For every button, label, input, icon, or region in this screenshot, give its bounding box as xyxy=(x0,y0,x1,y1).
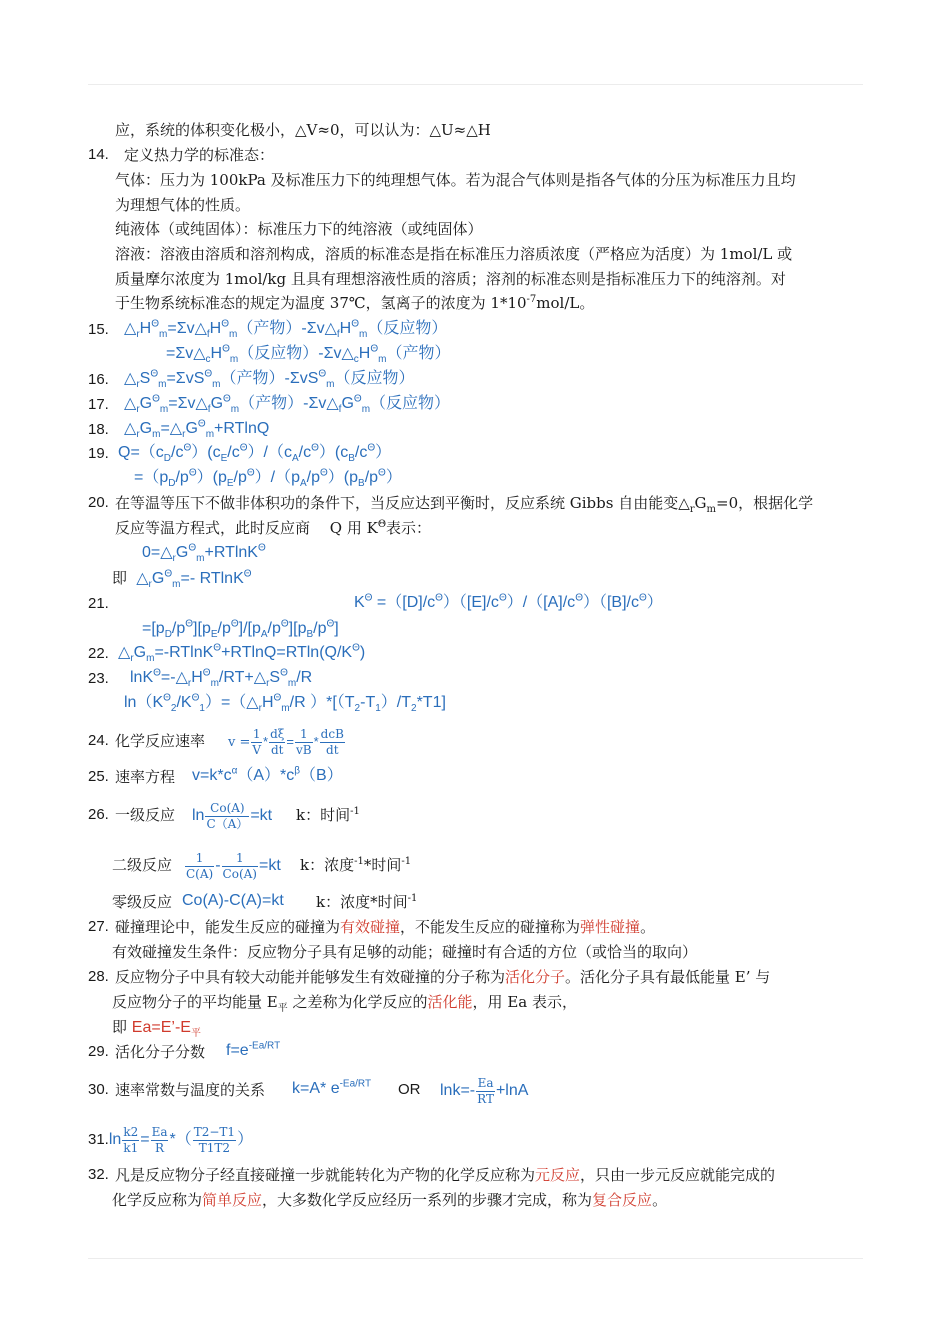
formula-20-result: $\triangle_rG^\Theta_m=-$ RTlnK$^\Theta$ xyxy=(131,568,252,591)
item-29-label: 活化分子分数 xyxy=(115,1043,206,1061)
item-number-16: 16. xyxy=(88,371,109,388)
term-elastic-collision: 弹性碰撞 xyxy=(580,918,641,936)
q20-text-e: 表示： xyxy=(386,519,432,537)
term-activated-molecule: 活化分子 xyxy=(505,968,566,986)
item-28-line2: 反应物分子的平均能量 $E_平$ 之差称为化学反应的活化能，用 Ea 表示， xyxy=(112,993,577,1014)
formula-15-line1: $\triangle_rH^\Theta_m=\Sigma v\triangle_fH^\Theta_m$（产物）$-\Sigma v\triangle_fH^\Theta_m$（反应物） xyxy=(124,318,448,341)
formula-24: v = $\frac{1}{V}$ * $\frac{d\xi}{dt}$ = $\frac{1}{vB}$ * $\frac{\text{dcB}}{dt}$ xyxy=(228,726,344,757)
frac-24-a: $\frac{1}{V}$ xyxy=(252,726,262,757)
item-number-24: 24. xyxy=(88,732,109,749)
term-activation-energy: 活化能 xyxy=(427,993,473,1011)
item-26-unit: k：时间$^{-1}$ xyxy=(296,806,360,824)
item-14-liquid-line: 纯液体（或纯固体）：标准压力下的纯溶液（或纯固体） xyxy=(115,220,483,238)
sol3-text-a: 于生物系统标准态的规定为温度 37℃，氢离子的浓度为 1*10 xyxy=(115,294,527,312)
formula-15-line2: $=\Sigma v\triangle_cH^\Theta_m$（反应物）$-\Sigma v\triangle_cH^\Theta_m$（产物） xyxy=(166,343,451,366)
frac-26-c: $\frac{1}{Co(A)}$ xyxy=(222,850,257,881)
formula-22: $\triangle_rG_m=-RTlnK^\Theta+RTlnQ=RTln(Q/K^\Theta)$ xyxy=(118,642,366,665)
item-number-26: 26. xyxy=(88,806,109,823)
term-effective-collision: 有效碰撞 xyxy=(340,918,401,936)
item-27-line1: 碰撞理论中，能发生反应的碰撞为有效碰撞，不能发生反应的碰撞称为弹性碰撞。 xyxy=(115,918,656,936)
item-number-22: 22. xyxy=(88,645,109,662)
item-number-29: 29. xyxy=(88,1043,109,1060)
frac-31-b: $\frac{Ea}{R}$ xyxy=(151,1124,168,1155)
formula-25: $v=k*c^\alpha(A)*c^\beta(B)$ xyxy=(192,765,343,784)
footer-rule xyxy=(88,1258,863,1259)
item-number-25: 25. xyxy=(88,768,109,785)
item-24-label: 化学反应速率 xyxy=(115,732,206,750)
formula-23-line2: $\ln(K^\Theta_2/K^\Theta_1)=(\triangle_rH^\Theta_m/R$ ）$*[(T_2-T_1)/T_2*T1]$ xyxy=(124,692,446,715)
formula-28-ea: $Ea=E’-E_平$ xyxy=(131,1019,201,1040)
formula-30-arrhenius: k=A* $e^{-Ea/RT}$ xyxy=(292,1078,372,1097)
q20-text-a: 在等温等压下不做非体积功的条件下，当反应达到平衡时，反应系统 Gibbs 自由能变△ xyxy=(115,494,690,512)
item-14-heading: 定义热力学的标准态： xyxy=(124,146,275,164)
header-rule xyxy=(88,84,863,85)
item-28-line3: 即 $Ea=E’-E_平$ xyxy=(112,1018,201,1040)
frac-26-b: $\frac{1}{C(A)}$ xyxy=(186,850,214,881)
item-number-28: 28. xyxy=(88,968,109,985)
item-14-solution-line3 xyxy=(115,293,594,313)
frac-24-d: $\frac{\text{dcB}}{dt}$ xyxy=(320,726,344,757)
formula-26-zero-order: Co(A)-C(A)=kt xyxy=(182,892,284,909)
frac-30: $\frac{Ea}{RT}$ xyxy=(477,1075,494,1106)
formula-31: 31.ln $\frac{k2}{k1}$ = $\frac{Ea}{R}$ *（ $\frac{T2-T1}{T1T2}$ ） xyxy=(88,1124,254,1155)
formula-26-first-order: ln $\frac{Co(A)}{C(A)}$ =kt xyxy=(192,800,273,831)
q20-text-d: 反应等温方程式，此时反应商 Q 用 K xyxy=(115,519,378,537)
item-26c-unit: k：浓度*时间$^{-1}$ xyxy=(316,893,418,911)
item-number-18: 18. xyxy=(88,421,109,438)
item-26-label: 一级反应 xyxy=(115,806,176,824)
item-number-21: 21. xyxy=(88,595,109,612)
term-elementary-reaction: 元反应 xyxy=(535,1166,581,1184)
item-number-15: 15. xyxy=(88,321,109,338)
term-simple-reaction: 简单反应 xyxy=(202,1191,263,1209)
item-number-30: 30. xyxy=(88,1081,109,1098)
frac-31-a: $\frac{k2}{k1}$ xyxy=(123,1124,139,1155)
formula-16: $\triangle_rS^\Theta_m=\Sigma vS^\Theta_m$（产物）-ΣvS$^\Theta_m$（反应物） xyxy=(124,368,415,391)
item-number-23: 23. xyxy=(88,670,109,687)
item-30-label: 速率常数与温度的关系 xyxy=(115,1081,266,1099)
item-number-32: 32. xyxy=(88,1166,109,1183)
q20-text-c: =0，根据化学 xyxy=(716,494,814,512)
formula-21-line1: $K^\Theta =([D]/c^\Theta)([E]/c^\Theta)/([A]/c^\Theta)([B]/c^\Theta)$ xyxy=(354,592,663,611)
item-26b-label: 二级反应 xyxy=(112,856,173,874)
item-number-20: 20. xyxy=(88,494,109,511)
formula-18: $\triangle_rG_m=\triangle_rG^\Theta_m+RTlnQ$ xyxy=(124,418,270,441)
sol3-exponent: -7 xyxy=(526,294,537,305)
item-26b-unit: k：浓度$^{-1}$*时间$^{-1}$ xyxy=(300,856,412,874)
sol3-text-b: mol/L。 xyxy=(536,294,595,312)
formula-29: $f=e^{-Ea/RT}$ xyxy=(226,1040,281,1059)
item-14-gas-line1: 气体：压力为 100kPa 及标准压力下的纯理想气体。若为混合气体则是指各气体的分压为标准压力且均 xyxy=(115,171,796,189)
item-27-line2: 有效碰撞发生条件：反应物分子具有足够的动能；碰撞时有合适的方位（或恰当的取向） xyxy=(112,943,698,961)
item-14-gas-line2: 为理想气体的性质。 xyxy=(115,196,251,214)
item-20-line1: 在等温等压下不做非体积功的条件下，当反应达到平衡时，反应系统 Gibbs 自由能变$\triangle_rG_m=0$，根据化学 xyxy=(115,494,814,515)
frac-31-c: $\frac{T2-T1}{T1T2}$ xyxy=(193,1124,236,1155)
formula-19-line2: $=(p_D/p^\Theta)(p_E/p^\Theta)/(p_A/p^\Theta)(p_B/p^\Theta)$ xyxy=(134,467,402,490)
item-20-line4 xyxy=(112,568,252,589)
item-32-line1: 凡是反应物分子经直接碰撞一步就能转化为产物的化学反应称为元反应，只由一步元反应就能完成的 xyxy=(115,1166,776,1184)
item-number-27: 27. xyxy=(88,918,109,935)
item-26c-label: 零级反应 xyxy=(112,893,173,911)
frac-26-a: $\frac{Co(A)}{C(A)}$ xyxy=(206,800,249,831)
formula-20-equilibrium: $0=\triangle_rG^\Theta_m+RTlnK^\Theta$ xyxy=(142,542,266,565)
formula-26-second-order: $\frac{1}{C(A)}$ - $\frac{1}{Co(A)}$ =kt xyxy=(186,850,281,881)
frac-24-c: $\frac{1}{vB}$ xyxy=(296,726,312,757)
item-20-line2: 反应等温方程式，此时反应商 Q 用 $K^\Theta$表示： xyxy=(115,519,432,537)
item-number-17: 17. xyxy=(88,396,109,413)
continuation-line: 应，系统的体积变化极小，△V≈0，可以认为：△U≈△H xyxy=(115,121,491,139)
q20-ji: 即 xyxy=(112,569,128,587)
item-25-label: 速率方程 xyxy=(115,768,176,786)
item-30-or: OR xyxy=(398,1081,421,1098)
q20-text-b: G xyxy=(694,494,707,512)
frac-24-b: $\frac{d\xi}{dt}$ xyxy=(270,726,285,757)
formula-19-line1: $Q=(c_D/c^\Theta)(c_E/c^\Theta)/(c_A/c^\Theta)(c_B/c^\Theta)$ xyxy=(118,442,392,465)
formula-30-log: lnk=- $\frac{Ea}{RT}$ +lnA xyxy=(440,1075,529,1106)
formula-17: $\triangle_rG^\Theta_m=\Sigma v\triangle_fG^\Theta_m$（产物）$-\Sigma v\triangle_fG^\Theta_m$（反应物） xyxy=(124,393,451,416)
item-32-line2: 化学反应称为简单反应，大多数化学反应经历一系列的步骤才完成，称为复合反应。 xyxy=(112,1191,668,1209)
item-number-19: 19. xyxy=(88,445,109,462)
formula-23-line1: $\ln K^\Theta=-\triangle_rH^\Theta_m/RT+\triangle_rS^\Theta_m/R$ xyxy=(130,667,313,690)
item-number-14: 14. xyxy=(88,146,109,163)
item-14-solution-line2: 质量摩尔浓度为 1mol/kg 且具有理想溶液性质的溶质；溶剂的标准态则是指标准压力下的纯溶剂。对 xyxy=(115,270,786,288)
term-complex-reaction: 复合反应 xyxy=(592,1191,653,1209)
formula-21-line2: $=[p_D/p^\Theta][p_E/p^\Theta]/[p_A/p^\Theta][p_B/p^\Theta]$ xyxy=(142,618,339,641)
item-28-line1: 反应物分子中具有较大动能并能够发生有效碰撞的分子称为活化分子。活化分子具有最低能量 E’ 与 xyxy=(115,968,771,986)
item-14-solution-line1: 溶液：溶液由溶质和溶剂构成，溶质的标准态是指在标准压力溶质浓度（严格应为活度）为 1mol/L 或 xyxy=(115,245,793,263)
